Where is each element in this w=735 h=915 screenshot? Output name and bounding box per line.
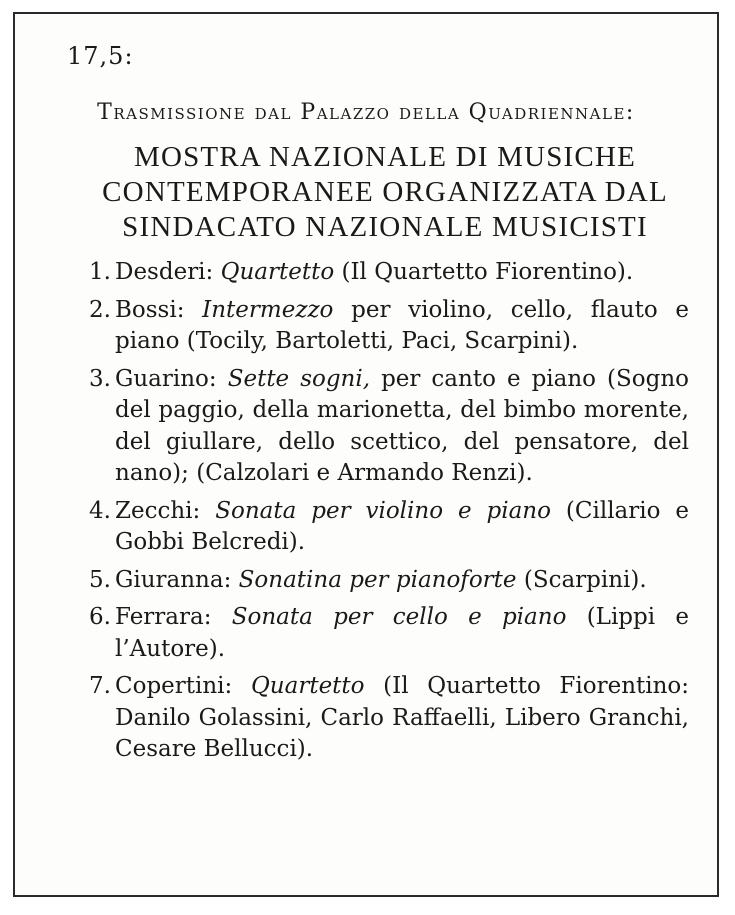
work-title: Sette sogni, [227, 365, 371, 392]
program-item [69, 257, 689, 289]
item-number: 3. [89, 365, 111, 392]
program-item [69, 602, 689, 665]
title-line: CONTEMPORANEE ORGANIZZATA DAL [102, 176, 668, 208]
performers: per canto e piano (Sogno del paggio, della marionetta, del bimbo morente, del giullare, dello scettico, del pensatore, del nano); (Calzolari e Armando Renzi). [115, 365, 690, 486]
program-item [69, 496, 689, 559]
work-title: Sonata per violino e piano [215, 497, 551, 524]
performers: per violino, cello, flauto e piano (Tocily, Bartoletti, Paci, Scarpini). [115, 296, 689, 354]
program-listing-frame [13, 12, 719, 897]
work-title: Intermezzo [202, 296, 334, 323]
composer-name: Guarino: [115, 365, 217, 392]
program-title [45, 140, 725, 245]
work-title: Quartetto [250, 673, 365, 699]
transmission-source: Trasmissione dal Palazzo della Quadriennale: [97, 100, 635, 125]
composer-name: Desderi: [115, 259, 214, 285]
performers: (Lippi e l’Autore). [115, 604, 689, 662]
performers: (Scarpini). [523, 566, 647, 593]
item-number: 1. [89, 259, 111, 285]
composer-name: Ferrara: [115, 604, 212, 630]
program-item [69, 565, 689, 597]
composer-name: Zecchi: [115, 497, 201, 524]
item-number: 7. [89, 673, 111, 699]
title-line: MOSTRA NAZIONALE DI MUSICHE [133, 141, 637, 173]
broadcast-time: 17,5: [67, 42, 134, 70]
program-item [69, 671, 689, 766]
item-number: 6. [89, 604, 111, 630]
composer-name: Bossi: [115, 296, 185, 323]
performers: (Il Quartetto Fiorentino). [341, 259, 634, 285]
performers: (Cillario e Gobbi Belcredi). [115, 497, 690, 555]
performers: (Il Quartetto Fiorentino: Danilo Golassini, Carlo Raffaelli, Libero Granchi, Cesare Bellucci). [115, 673, 690, 762]
work-title: Sonata per cello e piano [231, 604, 567, 630]
program-item [69, 364, 689, 490]
item-number: 5. [89, 566, 111, 593]
item-number: 2. [89, 296, 111, 323]
title-line: SINDACATO NAZIONALE MUSICISTI [122, 211, 648, 243]
composer-name: Copertini: [115, 673, 233, 699]
work-title: Sonatina per pianoforte [238, 566, 517, 593]
item-number: 4. [89, 497, 111, 524]
program-list [69, 257, 689, 772]
composer-name: Giuranna: [115, 566, 232, 593]
program-item [69, 295, 689, 358]
work-title: Quartetto [220, 259, 335, 285]
